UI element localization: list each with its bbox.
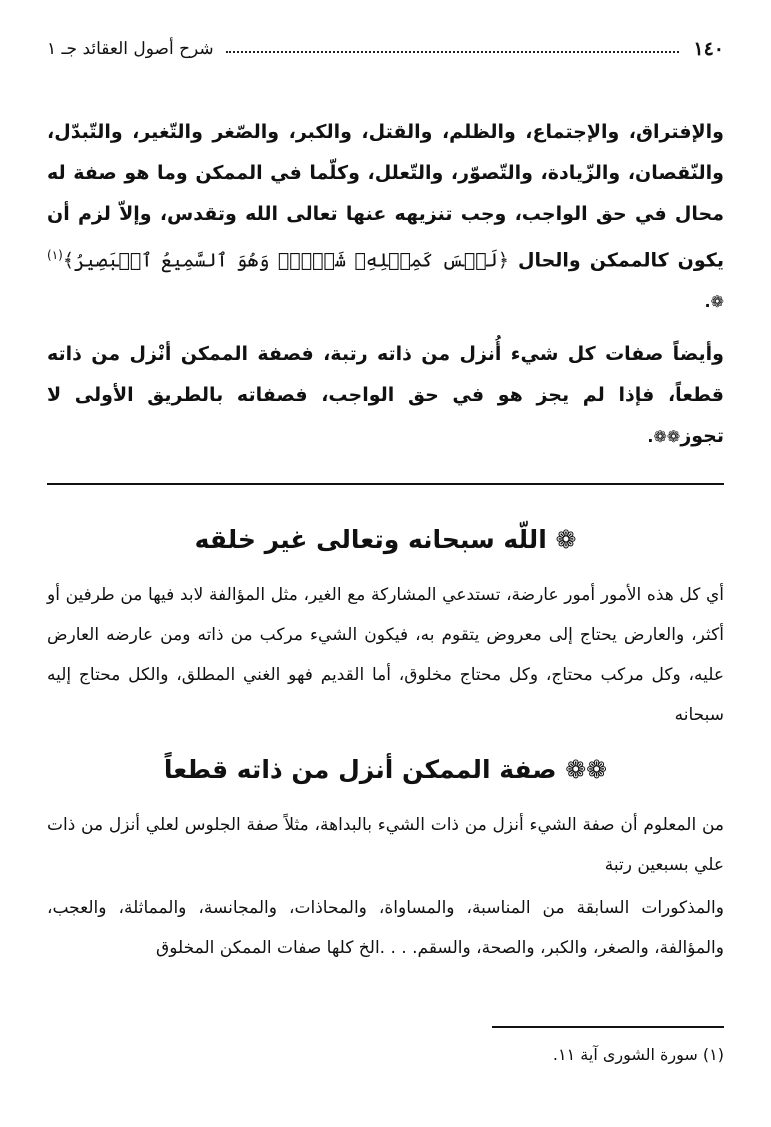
- section-heading-2: ❁❁ صفة الممكن أنزل من ذاته قطعاً: [163, 755, 608, 784]
- section-2-text-1: من المعلوم أن صفة الشيء أنزل من ذات الشيء بالبداهة، مثلاً صفة الجلوس لعلي أنزل من ذات علي بسبعين رتبة: [47, 815, 724, 875]
- end-mark: ❁❁.: [647, 427, 681, 447]
- paragraph-1-text: والإفتراق، والإجتماع، والظلم، والقتل، والكبر، والصّغر والتّغير، والتّبدّل، والنّقصان، والزّيادة، والتّصوّر، والتّعلل، وكلّما في الممكن وما هو صفة له محال في حق الواجب، وجب تنزيهه عنها تعالى الله وتقدس، وإلاّ لزم أن يكون كالممكن والحال: [47, 121, 724, 272]
- footnote-reference[interactable]: (١): [47, 248, 63, 262]
- section-2-text-2: والمذكورات السابقة من المناسبة، والمساواة، والمحاذات، والمجانسة، والمماثلة، والعجب، والمؤالفة، والصغر، والكبر، والصحة، والسقم. . . .الخ كلها صفات الممكن المخلوق: [47, 898, 724, 958]
- header-dot-leader: [226, 51, 680, 53]
- paragraph-1: [47, 112, 724, 322]
- paragraph-2: [47, 334, 724, 457]
- section-heading-1: ❁ اللّه سبحانه وتعالى غير خلقه: [194, 525, 577, 554]
- footnote: (١) سورة الشورى آية ١١.: [552, 1045, 724, 1064]
- quran-verse: ﴿لَيۡسَ كَمِثۡلِهِۦ شَيۡءٞۖ وَهُوَ ٱلسَّمِيعُ ٱلۡبَصِيرُ﴾: [62, 249, 509, 272]
- main-text-block: [47, 112, 724, 457]
- end-mark: ❁.: [704, 292, 724, 312]
- section-1-text: أي كل هذه الأمور أمور عارضة، تستدعي المشاركة مع الغير، مثل المؤالفة لابد فيها من طرفين أو أكثر، والعارض يحتاج إلى معروض يتقوم به، فيكون الشيء مركب من ذاته ومن عارضه العارض عليه، وكل مركب محتاج، وكل محتاج مخلوق، أما القديم فهو الغني المطلق، والكل محتاج إليه سبحانه: [47, 585, 724, 725]
- page-number: ١٤٠: [693, 38, 724, 60]
- running-header: [47, 34, 724, 64]
- commentary-divider: [47, 483, 724, 485]
- book-page: [47, 0, 724, 1127]
- paragraph-2-text: وأيضاً صفات كل شيء أُنزل من ذاته رتبة، فصفة الممكن أنْزل من ذاته قطعاً، فإذا لم يجز هو في حق الواجب، فصفاته بالطريق الأولى لا تجوز: [47, 343, 724, 448]
- section-body-1: [47, 575, 724, 735]
- footnote-divider: [492, 1026, 724, 1028]
- section-body-2: [47, 805, 724, 968]
- book-title: شرح أصول العقائد جـ ١: [47, 39, 214, 59]
